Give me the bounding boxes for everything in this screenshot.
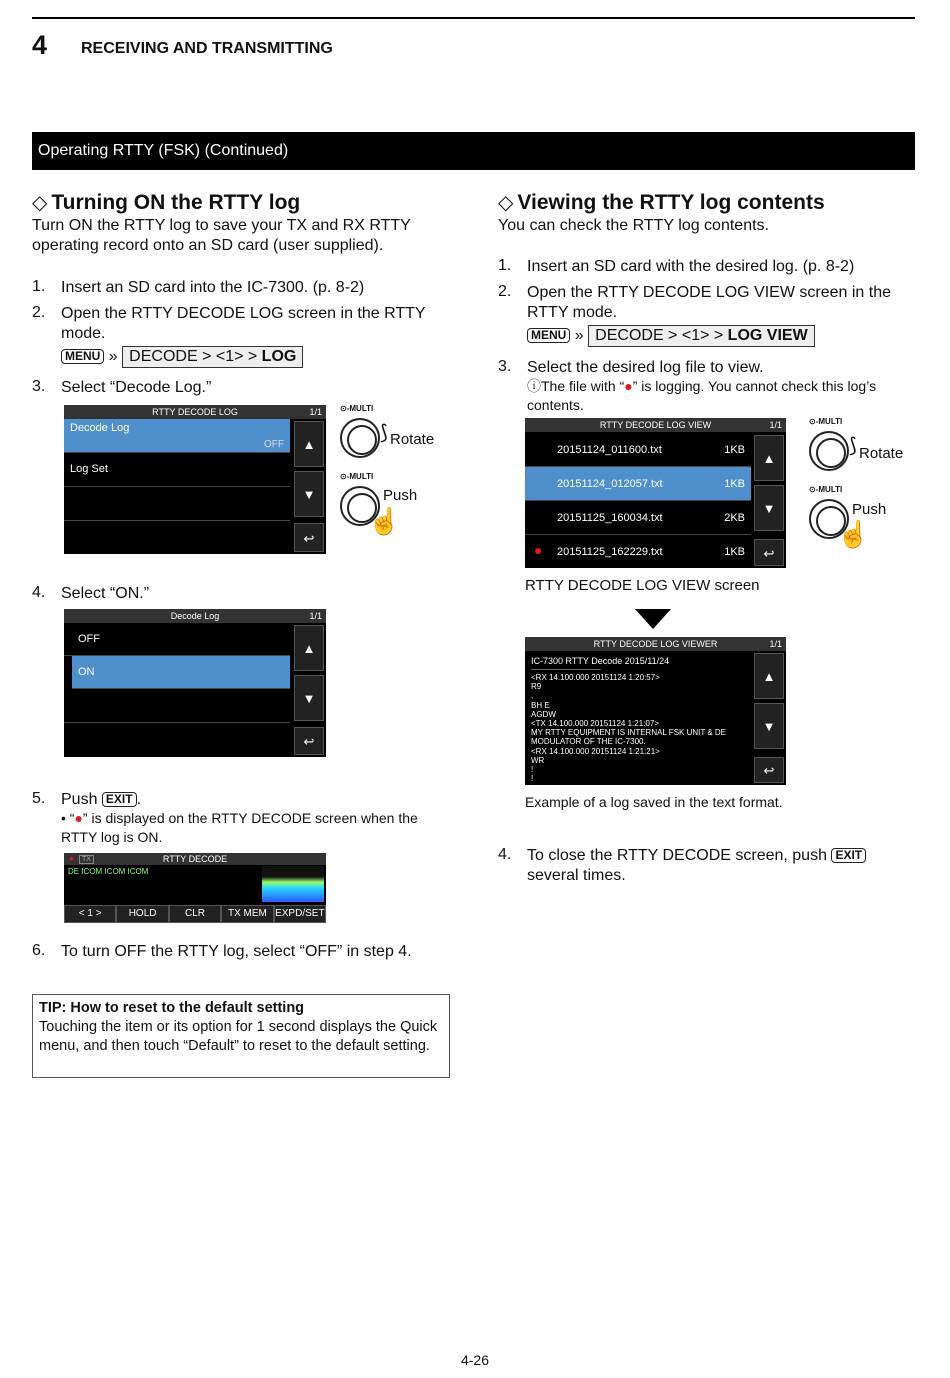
diamond-icon: ◇ bbox=[32, 192, 48, 214]
right-intro: You can check the RTTY log contents. bbox=[498, 217, 769, 234]
log-view-caption: RTTY DECODE LOG VIEW screen bbox=[525, 577, 760, 594]
screen-title: RTTY DECODE LOG VIEW bbox=[525, 418, 786, 432]
decode-log-option-screen bbox=[64, 609, 326, 757]
tip-box bbox=[32, 994, 450, 1078]
red-dot-icon: ● bbox=[624, 378, 633, 394]
left-menu-path: MENU » DECODE > <1> > LOG bbox=[61, 346, 303, 368]
page-number: 4-26 bbox=[460, 1352, 490, 1368]
step-number: 4. bbox=[32, 584, 46, 601]
push-label: Push bbox=[383, 487, 418, 504]
screen-title: RTTY DECODE LOG bbox=[64, 405, 326, 419]
multi-knob-icon[interactable] bbox=[340, 418, 380, 458]
step-number: 2. bbox=[498, 283, 512, 300]
right-menu-path: MENU » DECODE > <1> > LOG VIEW bbox=[527, 325, 815, 347]
left-heading: ◇ Turning ON the RTTY log bbox=[32, 191, 301, 214]
rotate-label: Rotate bbox=[859, 445, 904, 462]
option-on[interactable]: ON bbox=[72, 656, 290, 689]
screen-page: 1/1 bbox=[309, 611, 322, 621]
file-row[interactable]: 20151124_011600.txt 1KB bbox=[525, 433, 751, 467]
back-icon[interactable]: ↩ bbox=[294, 727, 324, 755]
log-set-row[interactable]: Log Set bbox=[64, 453, 290, 487]
step-number: 2. bbox=[32, 304, 46, 321]
decode-text: DE ICOM ICOM ICOM bbox=[68, 867, 149, 876]
multi-knob-icon[interactable] bbox=[809, 431, 849, 471]
decode-log-row[interactable]: Decode Log OFF bbox=[64, 419, 290, 453]
chapter-title: RECEIVING AND TRANSMITTING bbox=[81, 40, 333, 57]
file-row-logging[interactable]: ● 20151125_162229.txt 1KB bbox=[534, 542, 745, 558]
rotate-arrow-icon: ⟆ bbox=[849, 435, 857, 457]
rtty-decode-log-screen bbox=[64, 405, 326, 554]
empty-row bbox=[64, 690, 290, 723]
step-number: 4. bbox=[498, 846, 512, 863]
push-label: Push bbox=[852, 501, 887, 518]
screen-page: 1/1 bbox=[309, 407, 322, 417]
down-arrow-icon[interactable]: ▼ bbox=[754, 485, 784, 531]
hold-button[interactable]: HOLD bbox=[116, 905, 168, 923]
up-arrow-icon[interactable]: ▲ bbox=[294, 625, 324, 671]
down-arrow-icon[interactable]: ▼ bbox=[294, 675, 324, 721]
rtty-decode-log-view-screen bbox=[525, 418, 786, 568]
option-off[interactable]: OFF bbox=[64, 623, 290, 656]
red-dot-icon: ● bbox=[74, 810, 83, 826]
menu-path-box: DECODE > <1> > LOG bbox=[122, 346, 303, 368]
screen-page: 1/1 bbox=[769, 639, 782, 649]
down-triangle-icon bbox=[635, 609, 671, 629]
step-number: 3. bbox=[498, 358, 512, 375]
menu-path-box: DECODE > <1> > LOG VIEW bbox=[588, 325, 815, 347]
log-text: IC-7300 RTTY Decode 2015/11/24 ----------------------------------- <RX 14.100.000 20151124 1:20:57> R9 , BH E AGDW <TX 14.100.000 20151124 1:21:07> MY RTTY EQUIPMENT IS INTERNAL FSK UNIT & DE MODULATOR OF THE IC-7300. <RX 14.100.000 20151124 1:21:21> WR ! ! bbox=[531, 656, 726, 784]
screen-title: RTTY DECODE bbox=[64, 853, 326, 865]
exit-key: EXIT bbox=[831, 848, 866, 863]
left-step5-note: • “●” is displayed on the RTTY DECODE screen when the RTTY log is ON. bbox=[61, 810, 418, 845]
left-step4: Select “ON.” bbox=[61, 585, 150, 602]
back-icon[interactable]: ↩ bbox=[754, 539, 784, 566]
header-rule bbox=[32, 17, 915, 19]
left-step6: To turn OFF the RTTY log, select “OFF” in step 4. bbox=[61, 943, 412, 960]
tx-mem-button[interactable]: TX MEM bbox=[221, 905, 273, 923]
screen-title: RTTY DECODE LOG VIEWER bbox=[525, 637, 786, 651]
exit-key: EXIT bbox=[102, 792, 137, 807]
multi-label: ⊙-MULTI bbox=[340, 404, 374, 413]
right-step2: Open the RTTY DECODE LOG VIEW screen in the RTTY mode. bbox=[527, 284, 891, 321]
section-title: Operating RTTY (FSK) (Continued) bbox=[32, 132, 915, 170]
tip-title: TIP: How to reset to the default setting bbox=[39, 1000, 305, 1016]
menu-key: MENU bbox=[527, 328, 570, 343]
function-buttons bbox=[64, 905, 326, 923]
screen-page: 1/1 bbox=[769, 420, 782, 430]
step-number: 3. bbox=[32, 378, 46, 395]
multi-label: ⊙-MULTI bbox=[809, 485, 843, 494]
rotate-arrow-icon: ⟆ bbox=[380, 422, 388, 444]
down-arrow-icon[interactable]: ▼ bbox=[294, 471, 324, 517]
back-icon[interactable]: ↩ bbox=[294, 523, 324, 552]
up-arrow-icon[interactable]: ▲ bbox=[754, 435, 784, 481]
multi-label: ⊙-MULTI bbox=[809, 417, 843, 426]
red-dot-icon: ● bbox=[69, 854, 74, 863]
page-button[interactable]: < 1 > bbox=[64, 905, 116, 923]
hand-push-icon: ☝ bbox=[368, 506, 401, 536]
left-step3: Select “Decode Log.” bbox=[61, 379, 212, 396]
chapter-number: 4 bbox=[32, 30, 48, 60]
right-step3: Select the desired log file to view. bbox=[527, 359, 764, 376]
right-heading: ◇ Viewing the RTTY log contents bbox=[498, 191, 825, 214]
menu-key: MENU bbox=[61, 349, 104, 364]
step-number: 5. bbox=[32, 790, 46, 807]
rotate-label: Rotate bbox=[390, 431, 435, 448]
down-arrow-icon[interactable]: ▼ bbox=[754, 703, 784, 749]
left-intro: Turn ON the RTTY log to save your TX and RX RTTY operating record onto an SD card (user supplied). bbox=[32, 217, 411, 254]
step-number: 1. bbox=[32, 278, 46, 295]
rtty-decode-screen bbox=[64, 853, 326, 923]
empty-row bbox=[64, 487, 290, 521]
spectrum-display bbox=[262, 866, 324, 902]
right-step3-note: ⓘThe file with “●” is logging. You cannot check this log’s contents. bbox=[527, 378, 877, 413]
diamond-icon: ◇ bbox=[498, 192, 514, 214]
right-step1: Insert an SD card with the desired log. (p. 8-2) bbox=[527, 258, 855, 275]
info-icon: ⓘ bbox=[527, 378, 541, 394]
back-icon[interactable]: ↩ bbox=[754, 757, 784, 783]
step-number: 1. bbox=[498, 257, 512, 274]
left-step5: Push EXIT . bbox=[61, 791, 142, 808]
left-step1: Insert an SD card into the IC-7300. (p. 8-2) bbox=[61, 279, 365, 296]
hand-push-icon: ☝ bbox=[837, 519, 870, 549]
tx-indicator: TX bbox=[79, 855, 94, 864]
up-arrow-icon[interactable]: ▲ bbox=[754, 653, 784, 699]
expd-set-button[interactable]: EXPD/SET bbox=[274, 905, 326, 923]
clr-button[interactable]: CLR bbox=[169, 905, 221, 923]
multi-label: ⊙-MULTI bbox=[340, 472, 374, 481]
up-arrow-icon[interactable]: ▲ bbox=[294, 421, 324, 467]
tip-text: Touching the item or its option for 1 second displays the Quick menu, and then touch “Default” to reset to the default setting. bbox=[39, 1019, 438, 1054]
screen-title: Decode Log bbox=[64, 609, 326, 623]
rtty-decode-log-viewer-screen bbox=[525, 637, 786, 785]
red-dot-icon: ● bbox=[534, 542, 543, 558]
file-row-selected[interactable]: 20151124_012057.txt 1KB bbox=[525, 467, 751, 501]
file-row[interactable]: 20151125_160034.txt 2KB bbox=[525, 501, 751, 535]
log-viewer-caption: Example of a log saved in the text format. bbox=[525, 794, 783, 810]
step-number: 6. bbox=[32, 942, 46, 959]
right-step4: To close the RTTY DECODE screen, push EXIT several times. bbox=[527, 846, 912, 886]
left-step2: Open the RTTY DECODE LOG screen in the RTTY mode. bbox=[61, 305, 426, 342]
